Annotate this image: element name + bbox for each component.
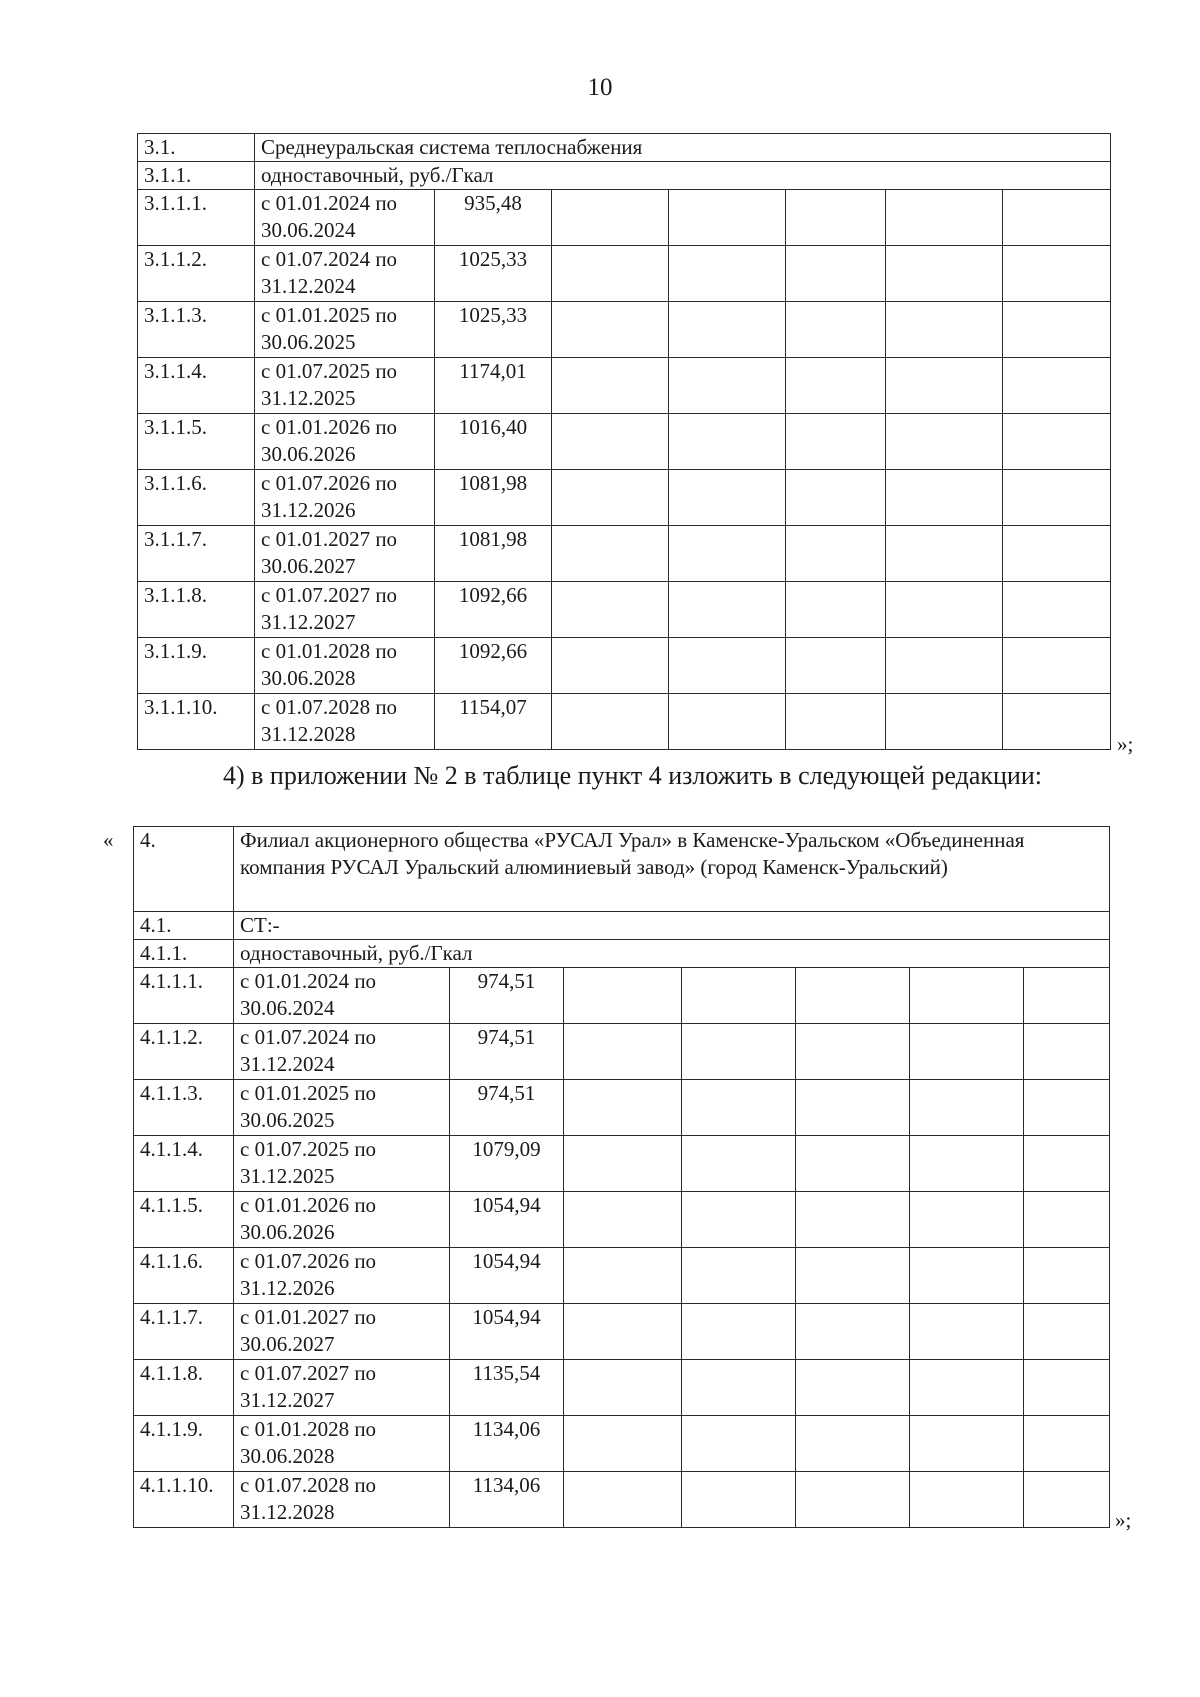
- empty-cell: [669, 302, 786, 358]
- empty-cell: [910, 1304, 1024, 1360]
- empty-cell: [910, 1416, 1024, 1472]
- empty-cell: [669, 246, 786, 302]
- table-subheader-row: [138, 162, 1111, 190]
- period-cell: с 01.01.2028 по 30.06.2028: [234, 1416, 450, 1472]
- row-number: 3.1.1.4.: [138, 358, 255, 414]
- row-number: 3.1.1.9.: [138, 638, 255, 694]
- table-row: [134, 1416, 1110, 1472]
- tariff-value: 974,51: [450, 968, 564, 1024]
- empty-cell: [796, 1024, 910, 1080]
- empty-cell: [1024, 1248, 1110, 1304]
- row-number: 4.1.1.5.: [134, 1192, 234, 1248]
- system-title: Среднеуральская система теплоснабжения: [255, 134, 1111, 162]
- empty-cell: [564, 1192, 682, 1248]
- table-row: [138, 526, 1111, 582]
- empty-cell: [552, 414, 669, 470]
- empty-cell: [796, 1360, 910, 1416]
- empty-cell: [1003, 190, 1111, 246]
- row-number: 4.1.1.8.: [134, 1360, 234, 1416]
- empty-cell: [786, 302, 886, 358]
- empty-cell: [886, 414, 1003, 470]
- tariff-value: 974,51: [450, 1024, 564, 1080]
- tariff-value: 1134,06: [450, 1472, 564, 1528]
- period-cell: с 01.01.2027 по 30.06.2027: [234, 1304, 450, 1360]
- empty-cell: [910, 968, 1024, 1024]
- row-number: 3.1.1.8.: [138, 582, 255, 638]
- table-row: [134, 1472, 1110, 1528]
- period-cell: с 01.01.2025 по 30.06.2025: [234, 1080, 450, 1136]
- empty-cell: [786, 526, 886, 582]
- empty-cell: [682, 1136, 796, 1192]
- empty-cell: [1003, 302, 1111, 358]
- empty-cell: [786, 638, 886, 694]
- empty-cell: [1024, 968, 1110, 1024]
- empty-cell: [1024, 1416, 1110, 1472]
- row-number: 4.1.1.4.: [134, 1136, 234, 1192]
- period-cell: с 01.01.2025 по 30.06.2025: [255, 302, 435, 358]
- empty-cell: [552, 526, 669, 582]
- period-cell: с 01.01.2027 по 30.06.2027: [255, 526, 435, 582]
- period-cell: с 01.07.2025 по 31.12.2025: [255, 358, 435, 414]
- empty-cell: [669, 638, 786, 694]
- empty-cell: [886, 694, 1003, 750]
- empty-cell: [886, 638, 1003, 694]
- row-number: 3.1.1.: [138, 162, 255, 190]
- row-number: 3.1.: [138, 134, 255, 162]
- tariff-value: 1079,09: [450, 1136, 564, 1192]
- empty-cell: [786, 246, 886, 302]
- empty-cell: [786, 358, 886, 414]
- empty-cell: [910, 1024, 1024, 1080]
- tariff-value: 935,48: [435, 190, 552, 246]
- empty-cell: [1003, 694, 1111, 750]
- empty-cell: [1024, 1024, 1110, 1080]
- empty-cell: [682, 1248, 796, 1304]
- instruction-paragraph: [153, 761, 1143, 791]
- empty-cell: [910, 1472, 1024, 1528]
- empty-cell: [1024, 1080, 1110, 1136]
- empty-cell: [552, 358, 669, 414]
- tariff-value: 1054,94: [450, 1192, 564, 1248]
- empty-cell: [669, 470, 786, 526]
- row-number: 4.: [134, 827, 234, 912]
- period-cell: с 01.01.2028 по 30.06.2028: [255, 638, 435, 694]
- empty-cell: [1024, 1360, 1110, 1416]
- empty-cell: [886, 526, 1003, 582]
- empty-cell: [682, 1192, 796, 1248]
- row-number: 3.1.1.3.: [138, 302, 255, 358]
- table-row: [138, 246, 1111, 302]
- empty-cell: [1003, 526, 1111, 582]
- empty-cell: [786, 694, 886, 750]
- empty-cell: [564, 968, 682, 1024]
- empty-cell: [1024, 1192, 1110, 1248]
- empty-cell: [564, 1472, 682, 1528]
- empty-cell: [552, 638, 669, 694]
- empty-cell: [1003, 414, 1111, 470]
- table-row: [134, 1304, 1110, 1360]
- tariff-value: 1054,94: [450, 1304, 564, 1360]
- tariff-value: 1081,98: [435, 526, 552, 582]
- empty-cell: [1003, 246, 1111, 302]
- empty-cell: [552, 582, 669, 638]
- empty-cell: [910, 1192, 1024, 1248]
- empty-cell: [796, 1192, 910, 1248]
- opening-quote: «: [103, 828, 114, 852]
- table-body: [134, 968, 1110, 1528]
- table-row: [134, 1248, 1110, 1304]
- table-subheader-row: [134, 940, 1110, 968]
- tariff-value: 1025,33: [435, 246, 552, 302]
- enterprise-title: Филиал акционерного общества «РУСАЛ Урал» в Каменске-Уральском «Объединенная компания РУСАЛ Уральский алюминиевый завод» (город Каменск-Уральский): [234, 827, 1110, 912]
- period-cell: с 01.07.2026 по 31.12.2026: [234, 1248, 450, 1304]
- tariff-value: 1092,66: [435, 582, 552, 638]
- empty-cell: [669, 526, 786, 582]
- row-number: 3.1.1.2.: [138, 246, 255, 302]
- empty-cell: [552, 694, 669, 750]
- empty-cell: [564, 1304, 682, 1360]
- empty-cell: [886, 246, 1003, 302]
- empty-cell: [682, 1472, 796, 1528]
- table-row: [138, 358, 1111, 414]
- row-number: 4.1.1.1.: [134, 968, 234, 1024]
- tariff-value: 1174,01: [435, 358, 552, 414]
- empty-cell: [796, 1080, 910, 1136]
- empty-cell: [796, 1416, 910, 1472]
- tariff-value: 1016,40: [435, 414, 552, 470]
- table-row: [138, 190, 1111, 246]
- st-title: СТ:-: [234, 912, 1110, 940]
- row-number: 4.1.1.9.: [134, 1416, 234, 1472]
- empty-cell: [910, 1248, 1024, 1304]
- tariff-value: 1134,06: [450, 1416, 564, 1472]
- tariff-value: 1135,54: [450, 1360, 564, 1416]
- empty-cell: [564, 1416, 682, 1472]
- row-number: 4.1.1.3.: [134, 1080, 234, 1136]
- row-number: 4.1.1.10.: [134, 1472, 234, 1528]
- empty-cell: [786, 582, 886, 638]
- table-header-row: [138, 134, 1111, 162]
- empty-cell: [682, 1360, 796, 1416]
- empty-cell: [796, 1248, 910, 1304]
- empty-cell: [682, 1304, 796, 1360]
- period-cell: с 01.07.2024 по 31.12.2024: [255, 246, 435, 302]
- period-cell: с 01.07.2026 по 31.12.2026: [255, 470, 435, 526]
- tariff-value: 1054,94: [450, 1248, 564, 1304]
- empty-cell: [682, 968, 796, 1024]
- empty-cell: [564, 1360, 682, 1416]
- closing-quote: »;: [1117, 732, 1134, 756]
- table-body: [138, 190, 1111, 750]
- empty-cell: [796, 1472, 910, 1528]
- row-number: 3.1.1.7.: [138, 526, 255, 582]
- empty-cell: [682, 1024, 796, 1080]
- empty-cell: [1024, 1136, 1110, 1192]
- table-st-row: [134, 912, 1110, 940]
- table-row: [134, 968, 1110, 1024]
- tariff-value: 1154,07: [435, 694, 552, 750]
- empty-cell: [886, 582, 1003, 638]
- period-cell: с 01.07.2025 по 31.12.2025: [234, 1136, 450, 1192]
- empty-cell: [552, 246, 669, 302]
- empty-cell: [786, 190, 886, 246]
- period-cell: с 01.01.2026 по 30.06.2026: [255, 414, 435, 470]
- empty-cell: [669, 694, 786, 750]
- empty-cell: [669, 358, 786, 414]
- table-row: [134, 1024, 1110, 1080]
- table-header-row: [134, 827, 1110, 912]
- empty-cell: [796, 1304, 910, 1360]
- tariff-type: одноставочный, руб./Гкал: [234, 940, 1110, 968]
- tariff-table-3-1: [137, 133, 1111, 750]
- period-cell: с 01.01.2024 по 30.06.2024: [234, 968, 450, 1024]
- row-number: 4.1.1.7.: [134, 1304, 234, 1360]
- empty-cell: [682, 1080, 796, 1136]
- tariff-value: 1081,98: [435, 470, 552, 526]
- empty-cell: [552, 190, 669, 246]
- period-cell: с 01.01.2026 по 30.06.2026: [234, 1192, 450, 1248]
- table-row: [138, 694, 1111, 750]
- empty-cell: [886, 358, 1003, 414]
- period-cell: с 01.07.2027 по 31.12.2027: [234, 1360, 450, 1416]
- empty-cell: [786, 414, 886, 470]
- row-number: 3.1.1.5.: [138, 414, 255, 470]
- empty-cell: [1003, 358, 1111, 414]
- table-row: [138, 414, 1111, 470]
- empty-cell: [1024, 1472, 1110, 1528]
- empty-cell: [669, 582, 786, 638]
- empty-cell: [1003, 470, 1111, 526]
- empty-cell: [796, 968, 910, 1024]
- period-cell: с 01.01.2024 по 30.06.2024: [255, 190, 435, 246]
- tariff-value: 1092,66: [435, 638, 552, 694]
- empty-cell: [910, 1360, 1024, 1416]
- table-row: [134, 1080, 1110, 1136]
- closing-quote: »;: [1115, 1508, 1132, 1532]
- empty-cell: [886, 302, 1003, 358]
- empty-cell: [910, 1136, 1024, 1192]
- row-number: 3.1.1.6.: [138, 470, 255, 526]
- empty-cell: [682, 1416, 796, 1472]
- table-row: [138, 582, 1111, 638]
- empty-cell: [669, 414, 786, 470]
- empty-cell: [564, 1248, 682, 1304]
- row-number: 4.1.1.6.: [134, 1248, 234, 1304]
- paragraph-text: 4) в приложении № 2 в таблице пункт 4 изложить в следующей редакции:: [223, 761, 1042, 790]
- empty-cell: [910, 1080, 1024, 1136]
- empty-cell: [1003, 638, 1111, 694]
- tariff-type: одноставочный, руб./Гкал: [255, 162, 1111, 190]
- table-row: [134, 1360, 1110, 1416]
- period-cell: с 01.07.2028 по 31.12.2028: [255, 694, 435, 750]
- page-number: 10: [587, 74, 613, 101]
- tariff-value: 1025,33: [435, 302, 552, 358]
- table-row: [134, 1192, 1110, 1248]
- period-cell: с 01.07.2024 по 31.12.2024: [234, 1024, 450, 1080]
- empty-cell: [886, 470, 1003, 526]
- empty-cell: [564, 1024, 682, 1080]
- tariff-value: 974,51: [450, 1080, 564, 1136]
- empty-cell: [552, 470, 669, 526]
- table-row: [138, 470, 1111, 526]
- empty-cell: [564, 1080, 682, 1136]
- row-number: 4.1.1.2.: [134, 1024, 234, 1080]
- row-number: 3.1.1.10.: [138, 694, 255, 750]
- empty-cell: [1024, 1304, 1110, 1360]
- empty-cell: [552, 302, 669, 358]
- empty-cell: [669, 190, 786, 246]
- row-number: 4.1.: [134, 912, 234, 940]
- empty-cell: [886, 190, 1003, 246]
- row-number: 4.1.1.: [134, 940, 234, 968]
- tariff-table-4: [133, 826, 1110, 1528]
- table-row: [138, 302, 1111, 358]
- empty-cell: [1003, 582, 1111, 638]
- table-row: [138, 638, 1111, 694]
- period-cell: с 01.07.2027 по 31.12.2027: [255, 582, 435, 638]
- table-row: [134, 1136, 1110, 1192]
- empty-cell: [796, 1136, 910, 1192]
- row-number: 3.1.1.1.: [138, 190, 255, 246]
- empty-cell: [786, 470, 886, 526]
- period-cell: с 01.07.2028 по 31.12.2028: [234, 1472, 450, 1528]
- empty-cell: [564, 1136, 682, 1192]
